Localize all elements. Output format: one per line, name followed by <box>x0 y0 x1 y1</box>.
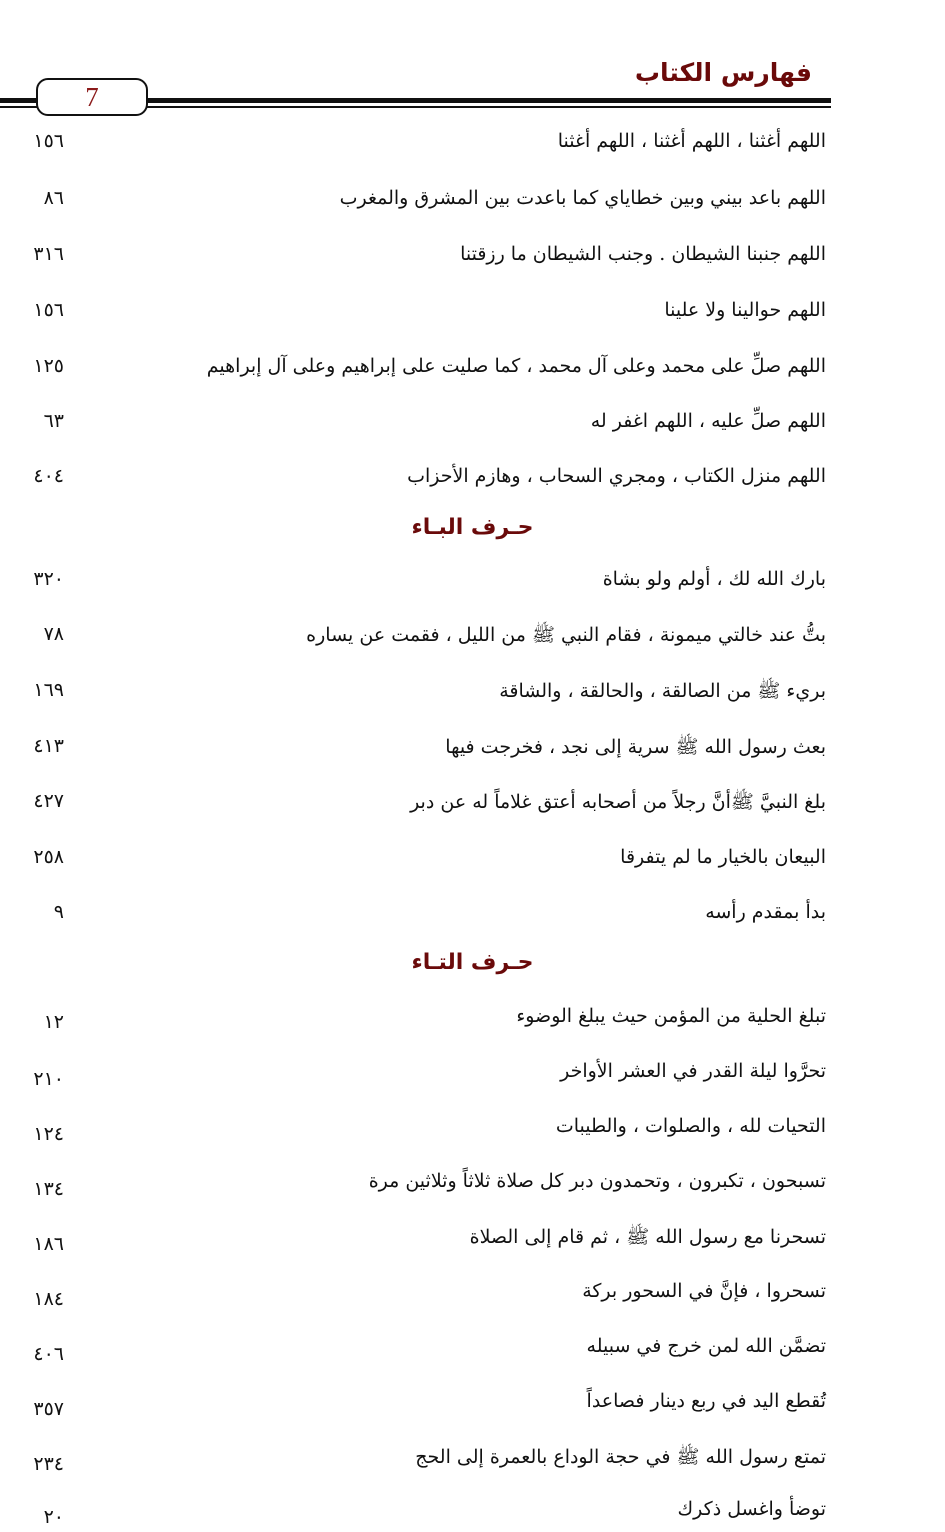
index-row <box>0 1109 945 1149</box>
hadith-text: تُقطع اليد في ربع دينار فصاعداً <box>586 1390 826 1412</box>
index-row <box>0 459 945 499</box>
index-row <box>0 404 945 444</box>
index-row <box>0 1164 945 1204</box>
index-row <box>0 124 945 164</box>
hadith-text: تضمَّن الله لمن خرج في سبيله <box>586 1335 826 1357</box>
page-ref: ١٨٤ <box>33 1288 64 1310</box>
hadith-text: اللهم أغثنا ، اللهم أغثنا ، اللهم أغثنا <box>557 130 826 152</box>
index-row <box>0 1384 945 1424</box>
hadith-text: بدأ بمقدم رأسه <box>705 901 826 923</box>
hadith-text: بارك الله لك ، أولم ولو بشاة <box>602 568 826 590</box>
page-ref: ٤٠٤ <box>33 465 64 487</box>
index-row <box>0 1054 945 1094</box>
page-ref: ١٢ <box>43 1011 64 1033</box>
page-ref: ٨٦ <box>43 187 64 209</box>
page-ref: ٤٠٦ <box>33 1343 64 1365</box>
hadith-text: بلغ النبيَّ ﷺأنَّ رجلاً من أصحابه أعتق غلاماً له عن دبر <box>410 791 826 813</box>
index-row <box>0 1219 945 1259</box>
page-ref: ١٢٥ <box>33 355 64 377</box>
hadith-text: البيعان بالخيار ما لم يتفرقا <box>620 846 826 868</box>
section-heading-taa: حـرف التـاء <box>411 950 534 975</box>
index-row <box>0 784 945 824</box>
hadith-text: اللهم جنبنا الشيطان . وجنب الشيطان ما رزقتنا <box>460 243 826 265</box>
index-row <box>0 999 945 1039</box>
page-ref: ٦٣ <box>43 410 64 432</box>
index-row <box>0 840 945 880</box>
page-ref: ٤١٣ <box>33 735 64 757</box>
hadith-text: بتُّ عند خالتي ميمونة ، فقام النبي ﷺ من الليل ، فقمت عن يساره <box>306 624 826 646</box>
page-ref: ١٣٤ <box>33 1178 64 1200</box>
index-row <box>0 617 945 657</box>
index-row <box>0 181 945 221</box>
hadith-text: تحرَّوا ليلة القدر في العشر الأواخر <box>560 1060 826 1082</box>
page-ref: ٢١٠ <box>33 1068 64 1090</box>
hadith-text: اللهم حوالينا ولا علينا <box>664 299 826 321</box>
hadith-text: تبلغ الحلية من المؤمن حيث يبلغ الوضوء <box>516 1005 826 1027</box>
index-row <box>0 293 945 333</box>
hadith-text: التحيات لله ، والصلوات ، والطيبات <box>555 1115 826 1137</box>
index-row <box>0 1492 945 1532</box>
page-ref: ٢٣٤ <box>33 1453 64 1475</box>
page-ref: ٢٥٨ <box>33 846 64 868</box>
index-row <box>0 237 945 277</box>
index-row <box>0 562 945 602</box>
page-ref: ١٢٤ <box>33 1123 64 1145</box>
index-row <box>0 673 945 713</box>
page-ref: ٩ <box>53 901 64 923</box>
hadith-text: تسحروا ، فإنَّ في السحور بركة <box>582 1280 826 1302</box>
hadith-text: اللهم صلِّ على محمد وعلى آل محمد ، كما صليت على إبراهيم وعلى آل إبراهيم <box>206 355 826 377</box>
page-number-box: 7 <box>36 78 148 116</box>
hadith-text: اللهم منزل الكتاب ، ومجري السحاب ، وهازم الأحزاب <box>407 465 826 487</box>
page-ref: ٤٢٧ <box>33 790 64 812</box>
page-ref: ١٥٦ <box>33 130 64 152</box>
page-title: فهارس الكتاب <box>634 58 812 87</box>
page-ref: ٣١٦ <box>33 243 64 265</box>
page-ref: ٣٥٧ <box>33 1398 64 1420</box>
page-ref: ١٦٩ <box>33 679 64 701</box>
hadith-text: تسبحون ، تكبرون ، وتحمدون دبر كل صلاة ثلاثاً وثلاثين مرة <box>368 1170 826 1192</box>
hadith-text: اللهم باعد بيني وبين خطاياي كما باعدت بين المشرق والمغرب <box>339 187 826 209</box>
hadith-text: تسحرنا مع رسول الله ﷺ ، ثم قام إلى الصلاة <box>469 1226 826 1248</box>
section-heading-baa: حـرف البـاء <box>411 515 534 540</box>
index-row <box>0 1274 945 1314</box>
hadith-text: اللهم صلِّ عليه ، اللهم اغفر له <box>590 410 826 432</box>
hadith-text: بريء ﷺ من الصالقة ، والحالقة ، والشاقة <box>499 680 826 702</box>
index-row <box>0 1439 945 1479</box>
page-ref: ٣٢٠ <box>33 568 64 590</box>
hadith-text: بعث رسول الله ﷺ سرية إلى نجد ، فخرجت فيها <box>445 736 826 758</box>
index-row <box>0 349 945 389</box>
page-ref: ١٥٦ <box>33 299 64 321</box>
hadith-text: توضأ واغسل ذكرك <box>677 1498 826 1520</box>
index-row <box>0 729 945 769</box>
page-ref: ٢٠ <box>43 1506 64 1528</box>
index-row <box>0 895 945 935</box>
page-ref: ١٨٦ <box>33 1233 64 1255</box>
index-row <box>0 1329 945 1369</box>
hadith-text: تمتع رسول الله ﷺ في حجة الوداع بالعمرة إلى الحج <box>415 1446 826 1468</box>
page-ref: ٧٨ <box>43 623 64 645</box>
